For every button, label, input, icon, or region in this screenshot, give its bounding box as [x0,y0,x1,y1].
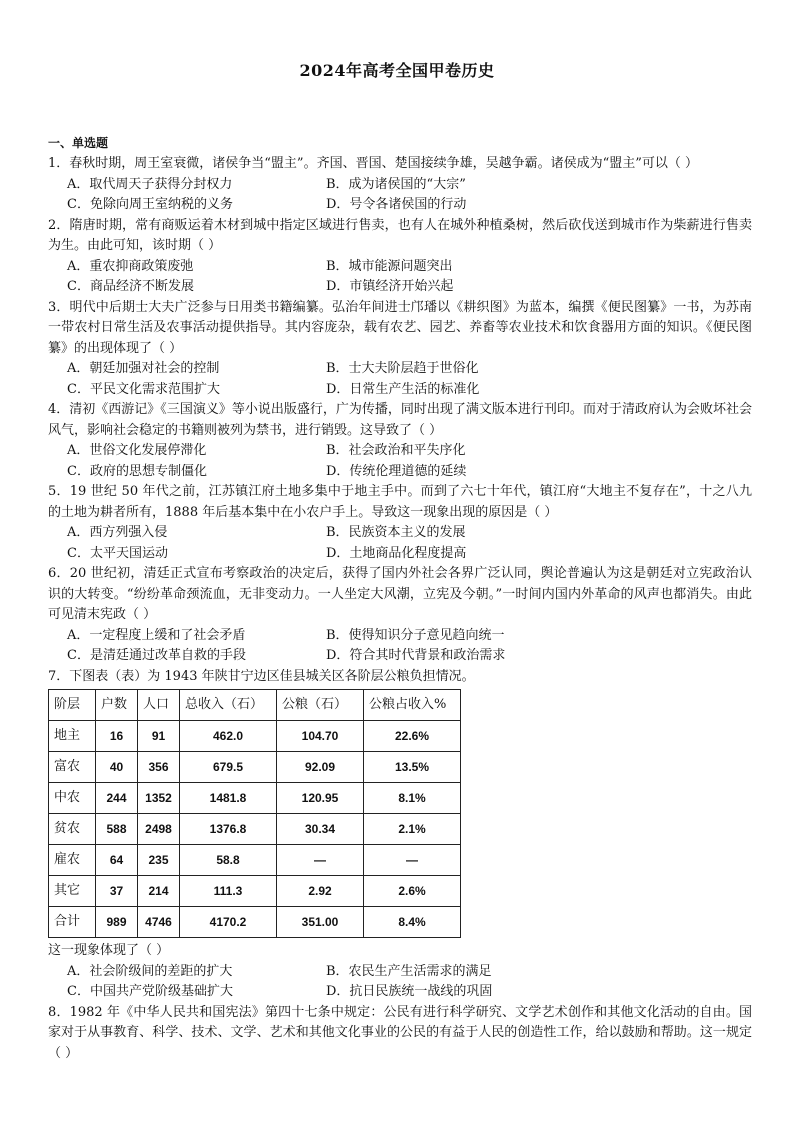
table-cell: 22.6% [364,721,461,752]
table-header-cell: 公粮（石） [277,690,364,721]
table-header-cell: 人口 [138,690,180,721]
table-cell: 1352 [138,783,180,814]
question-stem: 5．19 世纪 50 年代之前，江苏镇江府土地多集中于地主手中。而到了六七十年代，镇江府“大地主不复存在”，十之八九的土地为耕者所有，1888 年后基本集中在小农户手上。导致这一现象出现的原因是（ ） [48,484,752,520]
table-cell: 8.1% [364,783,461,814]
table-cell: 地主 [49,721,96,752]
table-cell: 92.09 [277,752,364,783]
table-cell: 2.6% [364,876,461,907]
table-cell: 30.34 [277,814,364,845]
question-3 [48,298,752,401]
question-stem: 6．20 世纪初，清廷正式宣布考察政治的决定后，获得了国内外社会各界广泛认同，舆论普遍认为这是朝廷对立宪政治认识的大转变。“纷纷革命颈流血，无非变动力。一人坐定大风潮，立宪及今朝。”一时间内国内外革命的风声也都消失。由此可见清末宪政（ ） [48,566,752,622]
table-row [49,845,461,876]
option-c[interactable]: C．商品经济不断发展 [67,279,194,294]
option-c[interactable]: C．是清廷通过改革自救的手段 [67,648,246,663]
option-b[interactable]: B．农民生产生活需求的满足 [326,963,492,979]
question-stem: 8．1982 年《中华人民共和国宪法》第四十七条中规定：公民有进行科学研究、文学艺术创作和其他文化活动的自由。国家对于从事教育、科学、技术、文学、艺术和其他文化事业的公民的有益于人民的创造性工作，给以鼓励和帮助。这一规定（ ） [48,1004,752,1061]
table-cell: 富农 [49,752,96,783]
table-cell: 989 [96,907,138,938]
table-cell: 588 [96,814,138,845]
option-b[interactable]: B．使得知识分子意见趋向统一 [326,627,505,643]
option-a[interactable]: A．西方列强入侵 [67,525,168,540]
table-header-row [49,690,461,721]
table-header-cell: 户数 [96,690,138,721]
page-title: 2024年高考全国甲卷历史 [299,61,495,80]
table-row [49,907,461,938]
table-cell: 462.0 [180,721,277,752]
option-d[interactable]: D．市镇经济开始兴起 [326,279,454,294]
question-list [48,154,752,1064]
option-a[interactable]: A．一定程度上缓和了社会矛盾 [67,627,246,643]
question-4 [48,400,752,482]
option-a[interactable]: A．社会阶级间的差距的扩大 [67,963,233,979]
grain-burden-table [48,689,461,938]
table-cell: 37 [96,876,138,907]
option-a[interactable]: A．取代周天子获得分封权力 [67,176,233,192]
table-header-cell: 公粮占收入% [364,690,461,721]
option-grid [48,626,752,667]
table-cell: 120.95 [277,783,364,814]
table-cell: 2.92 [277,876,364,907]
table-cell: 1376.8 [180,814,277,845]
option-grid [48,257,752,298]
table-row [49,876,461,907]
table-cell: 91 [138,721,180,752]
table-cell: 64 [96,845,138,876]
table-header-cell: 阶层 [49,690,96,721]
option-c[interactable]: C．政府的思想专制僵化 [67,463,207,479]
table-cell: 4170.2 [180,907,277,938]
question-stem: 7．下图表（表）为 1943 年陕甘宁边区佳县城关区各阶层公粮负担情况。 [48,668,475,684]
option-a[interactable]: A．朝廷加强对社会的控制 [67,361,220,376]
question-stem: 3．明代中后期士大夫广泛参与日用类书籍编纂。弘治年间进士邝璠以《耕织图》为蓝本，编撰《便民图纂》一书，为苏南一带农村日常生活及农事活动提供指导。其内容庞杂，载有农艺、园艺、养畜等农业技术和饮食器用方面的知识。《便民图纂》的出现体现了（ ） [48,299,752,356]
option-c[interactable]: C．中国共产党阶级基础扩大 [67,984,233,999]
option-c[interactable]: C．免除向周王室纳税的义务 [67,197,233,212]
table-cell: 111.3 [180,876,277,907]
table-cell: 1481.8 [180,783,277,814]
option-grid [48,359,752,400]
question-5 [48,482,752,564]
table-cell: 8.4% [364,907,461,938]
option-d[interactable]: D．日常生产生活的标准化 [326,381,480,397]
table-row [49,752,461,783]
question-stem: 1．春秋时期，周王室衰微，诸侯争当“盟主”。齐国、晋国、楚国接续争雄，吴越争霸。诸侯成为“盟主”可以（ ） [48,156,698,171]
option-d[interactable]: D．号令各诸侯国的行动 [326,197,467,212]
question-stem: 2．隋唐时期，常有商贩运着木材到城中指定区域进行售卖，也有人在城外种植桑树，然后砍伐送到城市作为柴薪进行售卖为生。由此可知，该时期（ ） [48,217,752,253]
table-cell: 356 [138,752,180,783]
option-b[interactable]: B．士大夫阶层趋于世俗化 [326,361,479,376]
question-stem: 4．清初《西游记》《三国演义》等小说出版盛行，广为传播，同时出现了满文版本进行刊印。而对于清政府认为会败坏社会风气，影响社会稳定的书籍则被列为禁书，进行销毁。这导致了（ ） [48,402,752,438]
table-row [49,783,461,814]
table-header-cell: 总收入（石） [180,690,277,721]
table-row [49,721,461,752]
option-d[interactable]: D．传统伦理道德的延续 [326,463,467,479]
question-7 [48,667,752,1003]
table-cell: 2.1% [364,814,461,845]
option-grid [48,441,752,482]
option-grid [48,962,752,1003]
section-heading: 一、单选题 [48,136,109,150]
table-cell: 16 [96,721,138,752]
option-d[interactable]: D．抗日民族统一战线的巩固 [326,984,493,999]
question-1 [48,154,752,216]
table-cell: 4746 [138,907,180,938]
table-cell: 2498 [138,814,180,845]
table-cell: 235 [138,845,180,876]
table-cell: — [364,845,461,876]
table-cell: 中农 [49,783,96,814]
table-cell: 贫农 [49,814,96,845]
option-b[interactable]: B．城市能源问题突出 [326,258,453,274]
option-a[interactable]: A．重农抑商政策废弛 [67,258,194,274]
question-7-prompt: 这一现象体现了（ ） [48,943,170,958]
table-cell: 其它 [49,876,96,907]
option-b[interactable]: B．成为诸侯国的“大宗” [326,176,466,192]
table-row [49,814,461,845]
table-cell: 214 [138,876,180,907]
table-cell: 13.5% [364,752,461,783]
option-b[interactable]: B．民族资本主义的发展 [326,525,466,540]
table-cell: 104.70 [277,721,364,752]
question-8 [48,1003,752,1065]
option-a[interactable]: A．世俗文化发展停滞化 [67,443,207,458]
option-grid [48,523,752,564]
option-d[interactable]: D．土地商品化程度提高 [326,545,467,561]
table-cell: 40 [96,752,138,783]
table-cell: 679.5 [180,752,277,783]
table-cell: 351.00 [277,907,364,938]
question-6 [48,564,752,667]
question-2 [48,216,752,298]
option-c[interactable]: C．平民文化需求范围扩大 [67,381,220,397]
table-cell: — [277,845,364,876]
table-cell: 58.8 [180,845,277,876]
option-b[interactable]: B．社会政治和平失序化 [326,443,466,458]
option-c[interactable]: C．太平天国运动 [67,545,168,561]
option-d[interactable]: D．符合其时代背景和政治需求 [326,648,506,663]
table-cell: 雇农 [49,845,96,876]
table-cell: 合计 [49,907,96,938]
table-cell: 244 [96,783,138,814]
option-grid [48,175,752,216]
